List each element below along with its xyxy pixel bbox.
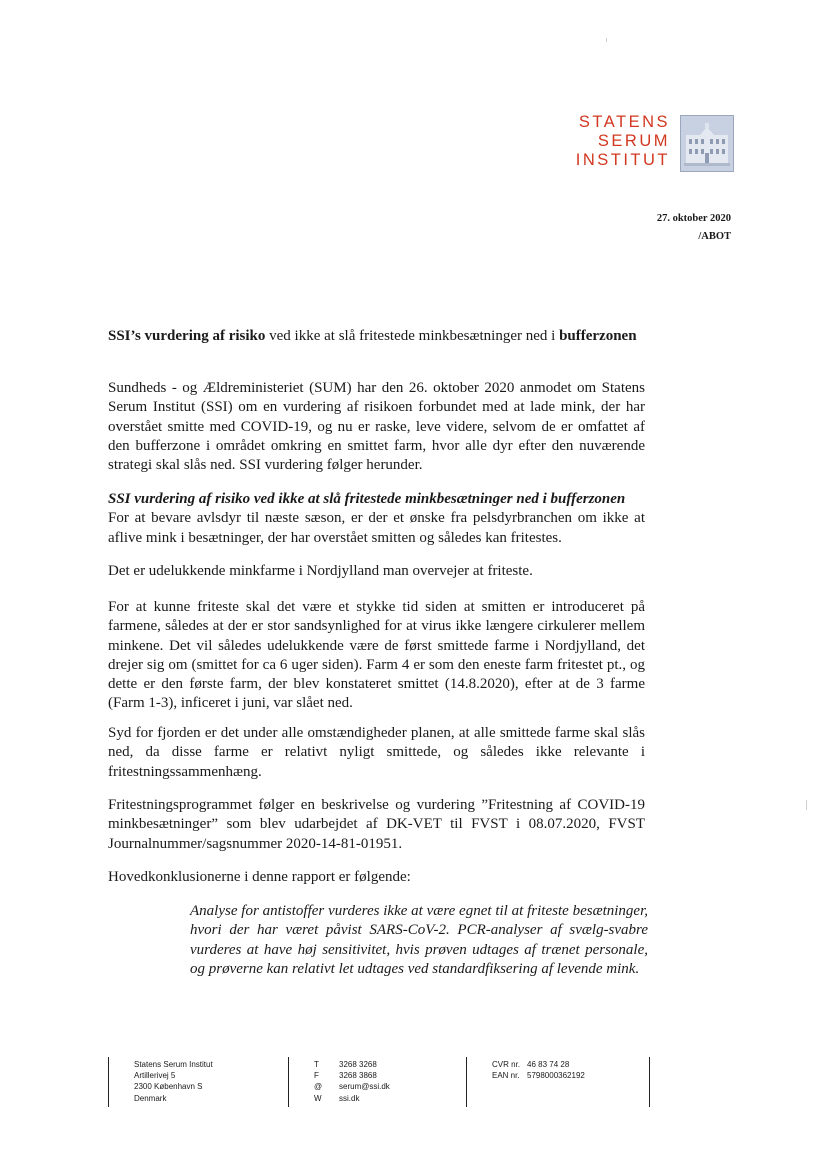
footer-divider xyxy=(288,1057,289,1107)
section-subheading: SSI vurdering af risiko ved ikke at slå fritestede minkbesætninger ned i bufferzonen xyxy=(108,491,626,507)
document-date: 27. oktober 2020 xyxy=(656,213,731,224)
contact-label: W xyxy=(314,1093,322,1103)
logo-line: SERUM xyxy=(597,132,670,150)
page-footer xyxy=(108,1057,650,1107)
footer-divider xyxy=(108,1057,109,1107)
id-label: CVR nr. xyxy=(492,1060,521,1069)
paragraph-breeding: For at bevare avlsdyr til næste sæson, er der et ønske fra pelsdyrbranchen om ikke at aflive mink i besætninger, der har overstået smitten og således kan fritestes. xyxy=(108,510,645,546)
institute-logo-text xyxy=(576,113,670,170)
contact-web-link[interactable]: ssi.dk xyxy=(339,1093,360,1103)
footer-divider xyxy=(649,1057,650,1107)
id-label: EAN nr. xyxy=(492,1071,520,1081)
title-rest: ved ikke at slå fritestede minkbesætninger ned i xyxy=(265,328,560,344)
ean-number: 5798000362192 xyxy=(527,1071,585,1081)
contact-phone: 3268 3268 xyxy=(339,1060,377,1069)
cvr-number: 46 83 74 28 xyxy=(527,1060,570,1069)
institute-building-seal-icon xyxy=(680,115,734,172)
footer-ids xyxy=(492,1059,585,1081)
title-bold: SSI’s vurdering af risiko xyxy=(108,328,266,344)
document-meta xyxy=(657,210,731,246)
address-line: Denmark xyxy=(134,1093,167,1103)
address-line: Artillerivej 5 xyxy=(134,1071,176,1081)
contact-label: @ xyxy=(314,1082,323,1092)
address-line: Statens Serum Institut xyxy=(134,1060,213,1069)
section-risk xyxy=(108,490,645,548)
paragraph-program: Fritestningsprogrammet følger en beskrivelse og vurdering ”Fritestning af COVID-19 minkbesætninger” som blev udarbejdet af DK-VET til FVST i 08.07.2020, FVST Journalnummer/sagsnummer 2020-14-81-01951. xyxy=(108,797,645,852)
contact-label: F xyxy=(314,1071,319,1081)
footer-contact xyxy=(314,1059,390,1104)
title-end: bufferzonen xyxy=(559,328,637,344)
paragraph-conclusions-intro: Hovedkonklusionerne i denne rapport er følgende: xyxy=(108,869,411,885)
paragraph-request: Sundheds - og Ældreministeriet (SUM) har den 26. oktober 2020 anmodet om Statens Serum Institut (SSI) om en vurdering af risikoen forbundet med at lade mink, der har overstået smitte med COVID-19, og nu er raske, leve videre, selvom de er omfattet af den bufferzone i området omkring en smittet farm, hvor alle dyr efter den nuværende strategi skal slås ned. SSI vurdering følger herunder. xyxy=(108,380,645,474)
contact-email-link[interactable]: serum@ssi.dk xyxy=(339,1082,390,1092)
document-reference: /ABOT xyxy=(698,231,731,242)
contact-label: T xyxy=(314,1060,319,1069)
document-title xyxy=(108,327,645,346)
logo-line: STATENS xyxy=(578,113,670,131)
footer-divider xyxy=(466,1057,467,1107)
logo-line: INSTITUT xyxy=(575,151,670,169)
footer-address xyxy=(134,1059,213,1104)
paragraph-south: Syd for fjorden er det under alle omstændigheder planen, at alle smittede farme skal slås ned, da disse farme er relativt nyligt smittede, og således ikke relevante i fritestningssammenhæng. xyxy=(108,725,645,780)
address-line: 2300 København S xyxy=(134,1082,203,1092)
contact-fax: 3268 3868 xyxy=(339,1071,377,1081)
paragraph-testing: For at kunne friteste skal det være et stykke tid siden at smitten er introduceret på farmene, således at der er stor sandsynlighed for at virus ikke længere cirkulerer mellem minkene. Det vil således udelukkende være de først smittede farme i Nordjylland, det drejer sig om (smittet for ca 6 uger siden). Farm 4 er som den eneste farm fritestet pt., og dette er den første farm, der blev konstateret smittet (14.8.2020), efter at de 3 farme (Farm 1-3), inficeret i juni, var slået ned. xyxy=(108,599,645,712)
conclusion-quote: Analyse for antistoffer vurderes ikke at være egnet til at friteste besætninger, hvori der har været påvist SARS-CoV-2. PCR-analyser af svælg-svabre vurderes at have høj sensitivitet, hvis prøven udtages af trænet personale, og prøverne kan relativt let udtages ved standardfiksering af levende mink. xyxy=(190,903,648,977)
paragraph-nordjylland: Det er udelukkende minkfarme i Nordjylland man overvejer at friteste. xyxy=(108,563,533,579)
